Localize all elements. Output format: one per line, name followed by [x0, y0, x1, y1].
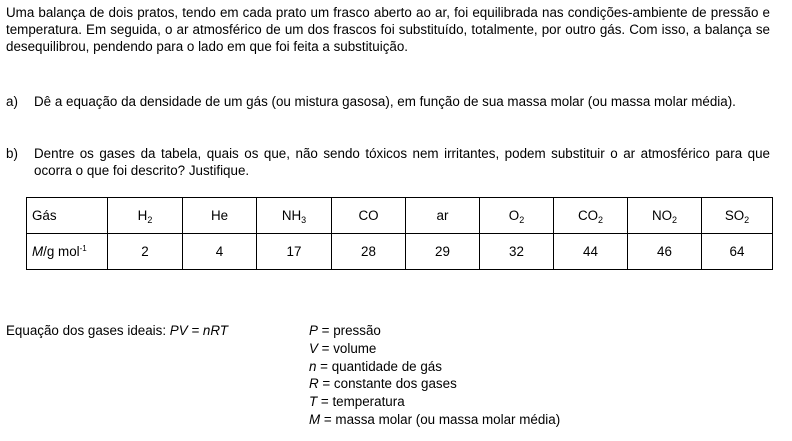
- question-a: [6, 93, 770, 110]
- equation-prefix: Equação dos gases ideais:: [6, 323, 170, 338]
- ideal-gas-equation: [6, 322, 228, 339]
- gas-table: [26, 197, 773, 270]
- molar-mass-cell: 28: [332, 234, 406, 270]
- intro-paragraph: Uma balança de dois pratos, tendo em cada prato um frasco aberto ao ar, foi equilibrada nas condições-ambiente de pressão e temperatura. Em seguida, o ar atmosférico de um dos frascos foi substituído, totalmente, por outro gás. Com isso, a balança se desequilibrou, pendendo para o lado em que foi feita a substituição.: [6, 5, 770, 54]
- definition-item: V = volume: [309, 340, 377, 356]
- molar-mass-cell: 29: [406, 234, 480, 270]
- definition-item: T = temperatura: [309, 394, 405, 410]
- question-b-text: Dentre os gases da tabela, quais os que, não sendo tóxicos nem irritantes, podem substituir o ar atmosférico para que ocorra o que foi descrito? Justifique.: [34, 146, 770, 178]
- gas-cell: CO: [332, 198, 406, 234]
- definition-item: n = quantidade de gás: [309, 358, 442, 374]
- gas-cell: ar: [406, 198, 480, 234]
- equation-formula: PV = nRT: [169, 323, 228, 338]
- gas-cell: $CO_2$: [554, 198, 628, 234]
- question-b: [6, 145, 770, 179]
- gas-cell: $NO_2$: [628, 198, 702, 234]
- gas-cell: $NH_3$: [257, 198, 332, 234]
- definition-item: R = constante dos gases: [309, 376, 457, 392]
- variable-definitions: [309, 322, 560, 429]
- definition-item: P = pressão: [309, 323, 381, 338]
- gas-row: [27, 198, 773, 234]
- molar-mass-cell: 64: [702, 234, 773, 270]
- gas-cell: $SO_2$: [702, 198, 773, 234]
- molar-mass-cell: 44: [554, 234, 628, 270]
- gas-cell: $O_2$: [480, 198, 554, 234]
- molar-mass-header-cell: M/g mol$^{-1}$: [27, 234, 108, 270]
- gas-header-cell: Gás: [27, 198, 108, 234]
- molar-mass-cell: 4: [183, 234, 257, 270]
- question-a-letter: a): [6, 94, 18, 109]
- molar-mass-cell: 32: [480, 234, 554, 270]
- gas-cell: $H_2$: [108, 198, 183, 234]
- question-b-letter: b): [6, 146, 18, 161]
- gas-cell: He: [183, 198, 257, 234]
- molar-mass-row: [27, 234, 773, 270]
- definition-item: M = massa molar (ou massa molar média): [309, 411, 561, 427]
- molar-mass-cell: 46: [628, 234, 702, 270]
- question-a-text: Dê a equação da densidade de um gás (ou mistura gasosa), em função de sua massa molar (ou massa molar média).: [34, 94, 736, 109]
- molar-mass-cell: 2: [108, 234, 183, 270]
- molar-mass-cell: 17: [257, 234, 332, 270]
